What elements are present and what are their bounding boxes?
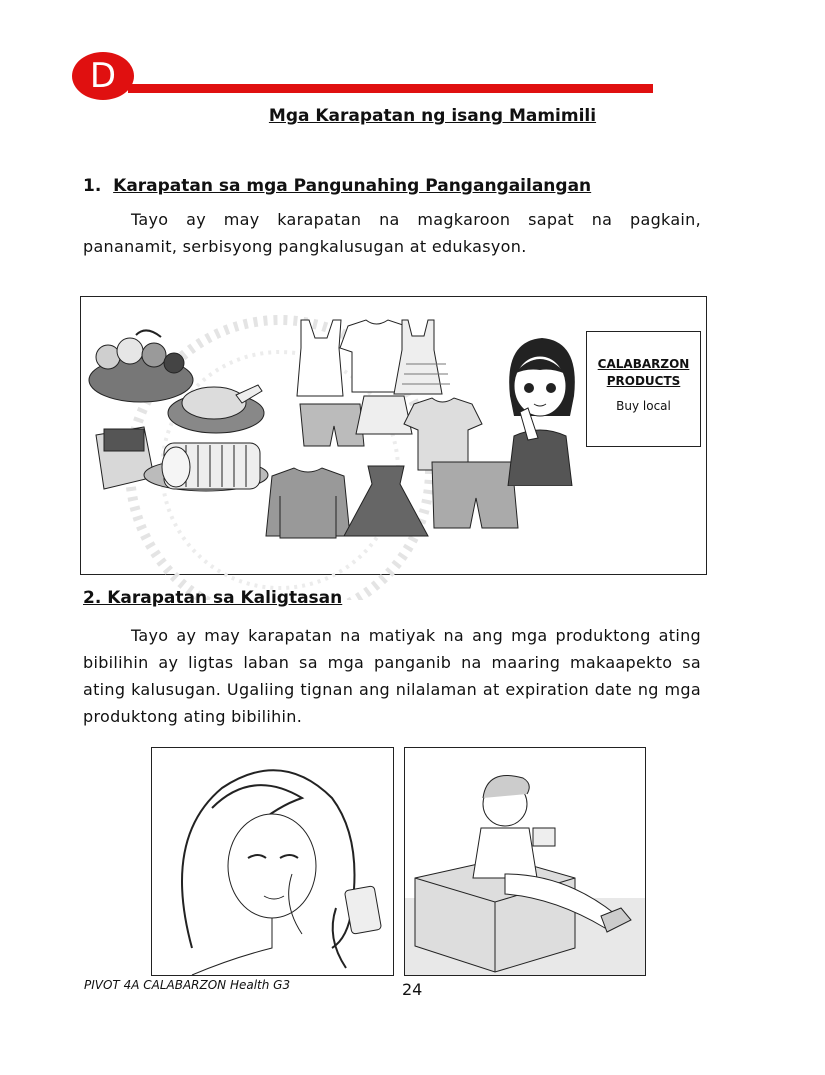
clothes-image xyxy=(256,316,526,546)
woman-reading-label-image xyxy=(152,748,393,975)
callout-line1: CALABARZON xyxy=(597,357,690,371)
section1-paragraph xyxy=(83,206,701,260)
section-bar xyxy=(128,84,653,93)
section1-text: Tayo ay may karapatan na magkaroon sapat na pagkain, pananamit, serbisyong pangkalusugan at edukasyon. xyxy=(83,210,701,256)
footer-module-label: PIVOT 4A CALABARZON Health G3 xyxy=(84,978,291,992)
section1-number: 1. xyxy=(83,176,102,196)
section2-paragraph xyxy=(83,622,701,730)
callout-subtext: Buy local xyxy=(616,399,671,413)
calabarzon-products-sign xyxy=(586,331,701,447)
section-badge: D xyxy=(72,52,134,100)
callout-line2: PRODUCTS xyxy=(606,374,681,388)
food-image xyxy=(86,325,271,515)
section2-heading xyxy=(83,588,342,608)
boy-checking-product-image xyxy=(405,748,645,975)
page-title: Mga Karapatan ng isang Mamimili xyxy=(268,106,597,126)
section2-text: Tayo ay may karapatan na matiyak na ang mga produktong ating bibilihin ay ligtas laban sa mga panganib na maaring makaapekto sa ating kalusugan. Ugaliing tignan ang nilalaman at expiration date ng mga produktong ating bibilihin. xyxy=(83,626,701,726)
section2-title: 2. Karapatan sa Kaligtasan xyxy=(83,588,343,608)
page-number: 24 xyxy=(402,980,423,999)
girl-thinking-image xyxy=(496,336,584,486)
section1-title: Karapatan sa mga Pangunahing Pangangailangan xyxy=(113,176,592,196)
section1-heading xyxy=(83,176,591,196)
